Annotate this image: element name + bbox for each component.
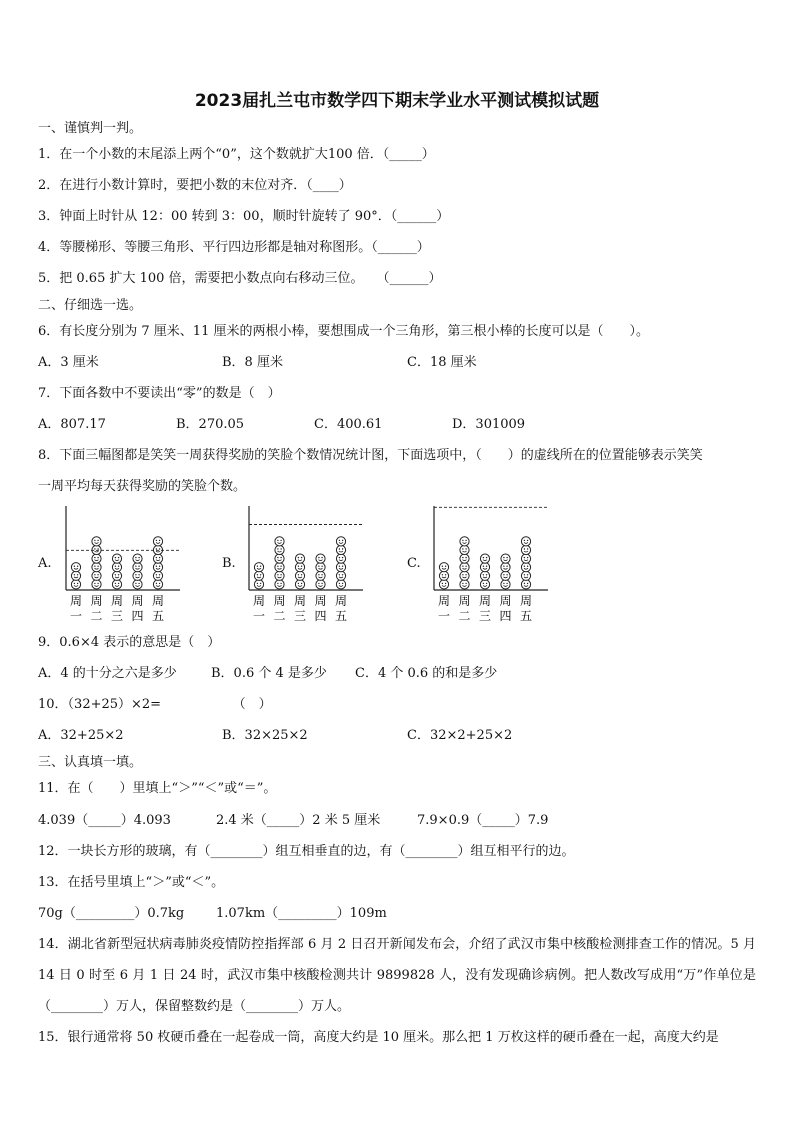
smiley-face-icon xyxy=(133,571,142,580)
smiley-face-icon xyxy=(275,580,284,589)
day-label-top: 周 xyxy=(458,594,471,608)
day-label-top: 周 xyxy=(478,594,492,608)
day-label-bottom: 五 xyxy=(519,609,533,623)
day-label-bottom: 二 xyxy=(273,609,286,623)
figure-b-label: B. xyxy=(222,556,236,571)
day-label-top: 周 xyxy=(273,594,286,608)
smiley-face-icon xyxy=(480,563,489,572)
smiley-face-icon xyxy=(112,580,121,589)
chart-c xyxy=(430,504,550,624)
day-label-bottom: 五 xyxy=(151,609,165,623)
smiley-face-icon xyxy=(133,580,142,589)
day-label-bottom: 四 xyxy=(499,609,512,623)
smiley-face-icon xyxy=(92,537,101,546)
q10-option-b: B．32×25×2 xyxy=(222,728,308,743)
q7-option-a: A．807.17 xyxy=(38,417,106,432)
smiley-face-icon xyxy=(71,571,80,580)
smiley-face-icon xyxy=(316,571,325,580)
smiley-face-icon xyxy=(439,563,448,572)
section-3-heading: 三、认真填一填。 xyxy=(38,755,143,770)
smiley-face-icon xyxy=(460,580,469,589)
smiley-face-icon xyxy=(71,580,80,589)
smiley-face-icon xyxy=(133,563,142,572)
day-label-bottom: 三 xyxy=(110,609,124,623)
smiley-face-icon xyxy=(254,580,263,589)
question-12: 12．一块长方形的玻璃，有（________）组互相垂直的边，有（________）组互相平行的边。 xyxy=(38,844,575,859)
figure-c-label: C. xyxy=(407,556,421,571)
day-label-bottom: 一 xyxy=(437,609,451,623)
smiley-face-icon xyxy=(316,563,325,572)
q7-option-b: B．270.05 xyxy=(176,417,245,432)
question-13: 13．在括号里填上“＞”或“＜”。 xyxy=(38,875,225,890)
question-9: 9．0.6×4 表示的意思是（ ） xyxy=(38,635,221,650)
smiley-face-icon xyxy=(480,571,489,580)
section-2-heading: 二、仔细选一选。 xyxy=(38,298,143,313)
day-label-bottom: 三 xyxy=(293,609,307,623)
day-label-top: 周 xyxy=(519,594,533,608)
smiley-face-icon xyxy=(439,580,448,589)
question-15: 15．银行通常将 50 枚硬币叠在一起卷成一筒，高度大约是 10 厘米。那么把 1 万枚这样的硬币叠在一起，高度大约是 xyxy=(38,1030,719,1045)
smiley-face-icon xyxy=(153,563,162,572)
question-2: 2．在进行小数计算时，要把小数的末位对齐．（____） xyxy=(38,178,352,193)
q7-option-d: D．301009 xyxy=(452,417,526,432)
q9-option-a: A．4 的十分之六是多少 xyxy=(38,666,177,681)
smiley-face-icon xyxy=(521,554,530,563)
day-label-top: 周 xyxy=(69,594,83,608)
q9-option-c: C．4 个 0.6 的和是多少 xyxy=(355,666,498,681)
day-label-top: 周 xyxy=(252,594,266,608)
smiley-face-icon xyxy=(295,580,304,589)
smiley-face-icon xyxy=(336,571,345,580)
day-label-bottom: 四 xyxy=(314,609,327,623)
smiley-face-icon xyxy=(275,571,284,580)
smiley-face-icon xyxy=(295,563,304,572)
smiley-face-icon xyxy=(521,580,530,589)
chart-b xyxy=(245,504,365,624)
chart-a xyxy=(62,504,182,624)
question-3: 3．钟面上时针从 12：00 转到 3：00，顺时针旋转了 90°．（______） xyxy=(38,209,450,224)
smiley-face-icon xyxy=(480,554,489,563)
question-5: 5．把 0.65 扩大 100 倍，需要把小数点向右移动三位。 （______） xyxy=(38,271,442,286)
smiley-face-icon xyxy=(153,580,162,589)
q11-item-3: 7.9×0.9（_____）7.9 xyxy=(417,813,549,828)
day-label-bottom: 二 xyxy=(458,609,471,623)
day-label-top: 周 xyxy=(314,594,327,608)
question-4: 4．等腰梯形、等腰三角形、平行四边形都是轴对称图形。（______） xyxy=(38,240,430,255)
question-8-line-2: 一周平均每天获得奖励的笑脸个数。 xyxy=(38,479,247,494)
smiley-face-icon xyxy=(460,571,469,580)
smiley-face-icon xyxy=(336,580,345,589)
smiley-face-icon xyxy=(460,554,469,563)
smiley-face-icon xyxy=(316,554,325,563)
q6-option-a: A．3 厘米 xyxy=(38,355,99,370)
q8-figures xyxy=(38,504,598,624)
day-label-top: 周 xyxy=(90,594,103,608)
q7-option-c: C．400.61 xyxy=(314,417,383,432)
smiley-face-icon xyxy=(275,537,284,546)
smiley-face-icon xyxy=(460,563,469,572)
day-label-top: 周 xyxy=(110,594,124,608)
day-label-top: 周 xyxy=(131,594,144,608)
smiley-face-icon xyxy=(336,563,345,572)
smiley-face-icon xyxy=(521,545,530,554)
day-label-top: 周 xyxy=(334,594,348,608)
smiley-face-icon xyxy=(254,571,263,580)
smiley-face-icon xyxy=(501,563,510,572)
day-label-bottom: 一 xyxy=(69,609,83,623)
q10-option-c: C．32×2+25×2 xyxy=(407,728,513,743)
day-label-bottom: 二 xyxy=(90,609,103,623)
question-11: 11．在（ ）里填上“＞”“＜”或“＝”。 xyxy=(38,781,277,796)
figure-a-label: A. xyxy=(38,556,52,571)
question-10: 10．（32+25）×2= （ ） xyxy=(38,697,272,712)
smiley-face-icon xyxy=(92,563,101,572)
q6-option-b: B．8 厘米 xyxy=(222,355,283,370)
question-7: 7．下面各数中不要读出“零”的数是（ ） xyxy=(38,386,281,401)
question-6: 6．有长度分别为 7 厘米、11 厘米的两根小棒，要想围成一个三角形，第三根小棒的长度可以是（ ）。 xyxy=(38,324,649,339)
smiley-face-icon xyxy=(112,554,121,563)
smiley-face-icon xyxy=(336,554,345,563)
smiley-face-icon xyxy=(501,554,510,563)
smiley-face-icon xyxy=(460,537,469,546)
smiley-face-icon xyxy=(92,554,101,563)
q11-item-1: 4.039（_____）4.093 xyxy=(38,813,171,828)
smiley-face-icon xyxy=(112,571,121,580)
smiley-face-icon xyxy=(71,563,80,572)
smiley-face-icon xyxy=(336,545,345,554)
smiley-face-icon xyxy=(460,545,469,554)
smiley-face-icon xyxy=(275,554,284,563)
q9-option-b: B．0.6 个 4 是多少 xyxy=(211,666,327,681)
smiley-face-icon xyxy=(521,537,530,546)
smiley-face-icon xyxy=(153,537,162,546)
page-title: 2023届扎兰屯市数学四下期末学业水平测试模拟试题 xyxy=(194,91,600,111)
q6-option-c: C．18 厘米 xyxy=(407,355,477,370)
q13-item-2: 1.07km（_________）109m xyxy=(216,906,387,921)
section-1-heading: 一、谨慎判一判。 xyxy=(38,121,143,136)
question-14: 14．湖北省新型冠状病毒肺炎疫情防控指挥部 6 月 2 日召开新闻发布会，介绍了武汉市集中核酸检测排查工作的情况。5 月 14 日 0 时至 6 月 1 日 24 时，武汉市集中核酸检测共计 9899828 人，没有发现确诊病例。把人数改写成用“万”作单位是（________）万人，保留整数约是（________）万人。 xyxy=(38,937,756,1014)
smiley-face-icon xyxy=(92,580,101,589)
smiley-face-icon xyxy=(521,563,530,572)
smiley-face-icon xyxy=(501,580,510,589)
smiley-face-icon xyxy=(275,545,284,554)
smiley-face-icon xyxy=(153,554,162,563)
day-label-bottom: 四 xyxy=(131,609,144,623)
smiley-face-icon xyxy=(295,554,304,563)
smiley-face-icon xyxy=(92,571,101,580)
smiley-face-icon xyxy=(275,563,284,572)
day-label-top: 周 xyxy=(151,594,165,608)
smiley-face-icon xyxy=(439,571,448,580)
smiley-face-icon xyxy=(133,554,142,563)
question-8-line-1: 8．下面三幅图都是笑笑一周获得奖励的笑脸个数情况统计图，下面选项中，（ ）的虚线所在的位置能够表示笑笑 xyxy=(38,448,703,463)
smiley-face-icon xyxy=(521,571,530,580)
smiley-face-icon xyxy=(501,571,510,580)
smiley-face-icon xyxy=(295,571,304,580)
day-label-bottom: 一 xyxy=(252,609,266,623)
q10-option-a: A．32+25×2 xyxy=(38,728,124,743)
smiley-face-icon xyxy=(112,563,121,572)
day-label-bottom: 三 xyxy=(478,609,492,623)
day-label-top: 周 xyxy=(437,594,451,608)
smiley-face-icon xyxy=(336,537,345,546)
q13-item-1: 70g（_________）0.7kg xyxy=(38,906,185,921)
day-label-top: 周 xyxy=(293,594,307,608)
smiley-face-icon xyxy=(153,571,162,580)
day-label-bottom: 五 xyxy=(334,609,348,623)
smiley-face-icon xyxy=(480,580,489,589)
smiley-face-icon xyxy=(254,563,263,572)
question-1: 1．在一个小数的末尾添上两个“0”，这个数就扩大100 倍．（_____） xyxy=(38,147,435,162)
day-label-top: 周 xyxy=(499,594,512,608)
q11-item-2: 2.4 米（_____）2 米 5 厘米 xyxy=(216,813,381,828)
smiley-face-icon xyxy=(316,580,325,589)
